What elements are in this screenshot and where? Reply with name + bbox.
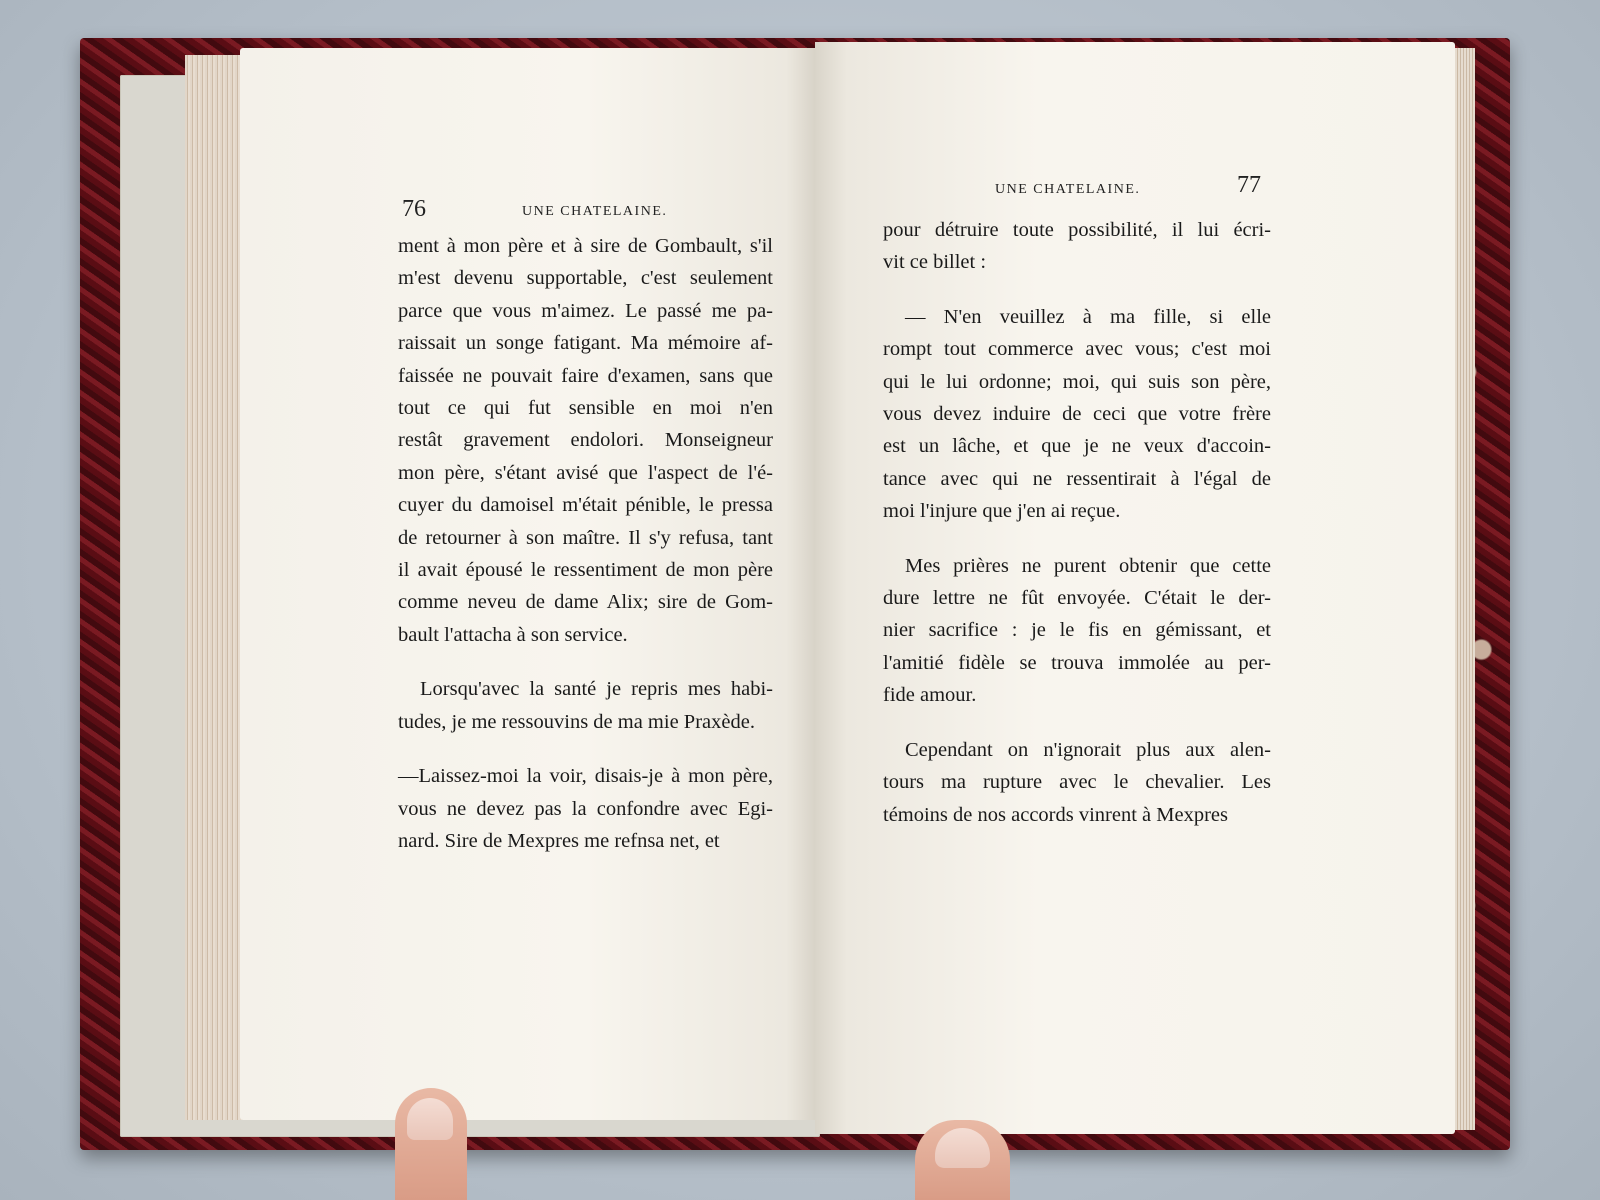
paragraph-1 xyxy=(883,214,1271,279)
text-line: tance avec qui ne ressentirait à l'égal de xyxy=(883,467,1271,490)
running-head-right: UNE CHATELAINE. xyxy=(995,182,1141,197)
thumbnail-left xyxy=(407,1098,453,1140)
text-line: qui le lui ordonne; moi, qui suis son père, xyxy=(883,370,1271,393)
text-line: il avait épousé le ressentiment de mon père xyxy=(398,559,773,582)
paragraph-2 xyxy=(398,673,773,738)
right-page xyxy=(815,42,1455,1134)
left-page xyxy=(240,48,815,1120)
text-line: parce que vous m'aimez. Le passé me pa- xyxy=(398,299,773,322)
text-line: — N'en veuillez à ma fille, si elle xyxy=(905,305,1271,328)
text-line: bault l'attacha à son service. xyxy=(398,623,628,646)
text-line: dure lettre ne fût envoyée. C'était le der- xyxy=(883,587,1271,610)
page-edges-left xyxy=(185,55,245,1120)
text-line: raissait un songe fatigant. Ma mémoire af- xyxy=(398,332,773,355)
text-line: cuyer du damoisel m'était pénible, le pressa xyxy=(398,494,773,517)
text-line: fide amour. xyxy=(883,684,977,707)
left-page-text xyxy=(398,230,773,857)
text-line: Lorsqu'avec la santé je repris mes habi- xyxy=(420,678,773,701)
text-line: restât gravement endolori. Monseigneur xyxy=(398,429,773,452)
text-line: faissée ne pouvait faire d'examen, sans que xyxy=(398,364,773,387)
text-line: tout ce qui fut sensible en moi n'en xyxy=(398,397,773,420)
paragraph-3 xyxy=(398,760,773,857)
page-edges-right xyxy=(1455,48,1475,1130)
paragraph-1 xyxy=(398,230,773,651)
text-line: l'amitié fidèle se trouva immolée au per- xyxy=(883,651,1271,674)
text-line: témoins de nos accords vinrent à Mexpres xyxy=(883,803,1228,826)
text-line: de retourner à son maître. Il s'y refusa, tant xyxy=(398,526,773,549)
page-number-left: 76 xyxy=(402,196,426,222)
text-line: ment à mon père et à sire de Gombault, s'il xyxy=(398,235,773,257)
text-line: Cependant on n'ignorait plus aux alen- xyxy=(905,738,1271,761)
text-line: mon père, s'étant avisé que l'aspect de l'é- xyxy=(398,461,773,484)
text-line: pour détruire toute possibilité, il lui écri- xyxy=(883,219,1271,241)
text-line: comme neveu de dame Alix; sire de Gom- xyxy=(398,591,773,614)
text-line: vit ce billet : xyxy=(883,251,987,274)
paragraph-3 xyxy=(883,550,1271,712)
text-line: rompt tout commerce avec vous; c'est moi xyxy=(883,338,1271,361)
paragraph-4 xyxy=(883,734,1271,831)
text-line: —Laissez-moi la voir, disais-je à mon père, xyxy=(398,765,773,788)
page-number-right: 77 xyxy=(1237,172,1261,198)
text-line: Mes prières ne purent obtenir que cette xyxy=(905,554,1271,577)
paragraph-2 xyxy=(883,301,1271,528)
text-line: vous devez induire de ceci que votre frère xyxy=(883,403,1271,426)
text-line: tours ma rupture avec le chevalier. Les xyxy=(883,771,1271,794)
text-line: vous ne devez pas la confondre avec Egi- xyxy=(398,797,773,820)
right-page-text xyxy=(883,214,1271,831)
text-line: tudes, je me ressouvins de ma mie Praxède. xyxy=(398,710,755,733)
text-line: m'est devenu supportable, c'est seulement xyxy=(398,267,773,290)
text-line: est un lâche, et que je ne veux d'accoin- xyxy=(883,435,1271,458)
text-line: nier sacrifice : je le fis en gémissant, et xyxy=(883,619,1271,642)
text-line: nard. Sire de Mexpres me refnsa net, et xyxy=(398,829,720,852)
running-head-left: UNE CHATELAINE. xyxy=(522,204,668,219)
text-line: moi l'injure que j'en ai reçue. xyxy=(883,500,1121,523)
